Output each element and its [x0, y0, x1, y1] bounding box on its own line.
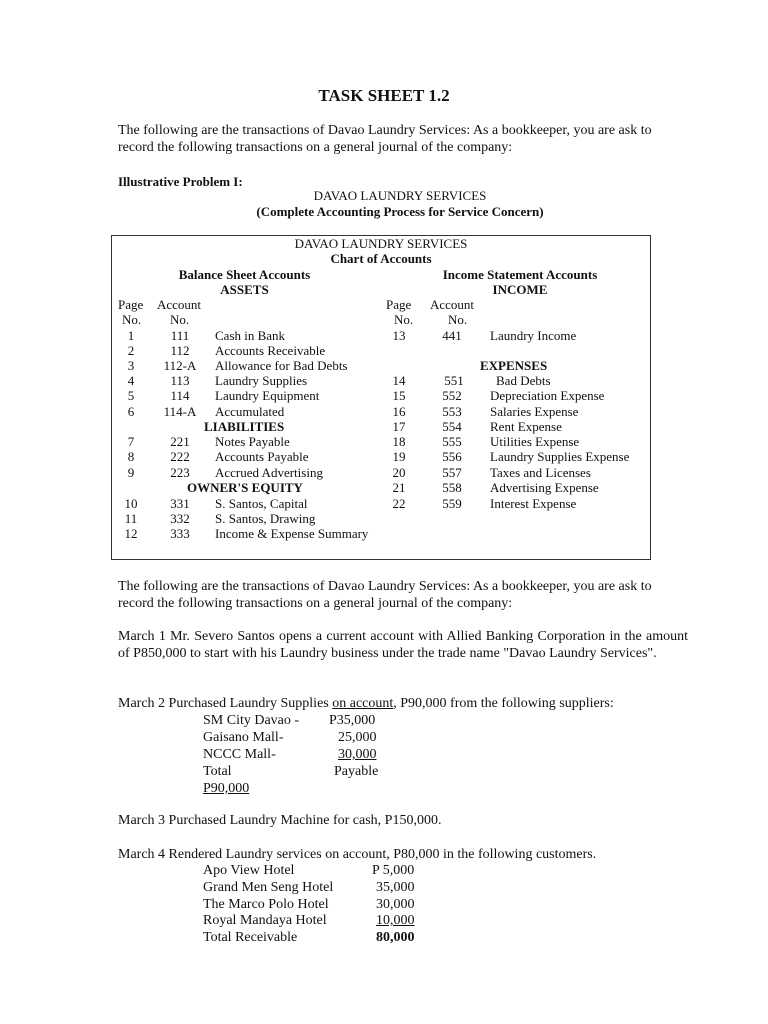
march-2-text-end: , P90,000 from the following suppliers: [393, 696, 614, 711]
chart-of-accounts [111, 235, 651, 560]
account-row [112, 511, 650, 526]
page-no: 3 [127, 358, 135, 373]
page-no: 17 [392, 419, 406, 434]
account-no: 223 [170, 465, 190, 480]
assets-heading: ASSETS [220, 282, 269, 297]
account-row [112, 328, 650, 343]
account-row [112, 373, 650, 388]
page-no: 21 [392, 480, 406, 495]
supplier-amount: 30,000 [338, 747, 377, 762]
march-2-text: March 2 Purchased Laundry Supplies [118, 696, 333, 711]
account-name: S. Santos, Drawing [215, 511, 316, 526]
account-row [112, 434, 650, 449]
account-no: 221 [170, 434, 190, 449]
account-row [112, 480, 650, 495]
account-name: Income & Expense Summary [215, 526, 369, 541]
page-no: 10 [124, 496, 138, 511]
account-name: Laundry Supplies [215, 373, 308, 388]
customer-amount: 35,000 [376, 880, 415, 895]
account-no: 551 [444, 373, 464, 388]
account-row [112, 496, 650, 511]
account-name: Salaries Expense [490, 404, 579, 419]
account-no: 333 [170, 526, 190, 541]
account-no: 222 [170, 449, 190, 464]
account-row [112, 465, 650, 480]
col-account: Account [157, 297, 202, 312]
page-no: 18 [392, 434, 406, 449]
march-1-transaction: March 1 Mr. Severo Santos opens a current account with Allied Banking Corporation in the amount of P850,000 to start with his Laundry business under the trade name "Davao Laundry Services". [118, 629, 688, 661]
account-name: Accrued Advertising [215, 465, 323, 480]
account-no: 556 [442, 449, 462, 464]
account-row [112, 526, 650, 541]
col-no-right: No. [394, 312, 414, 327]
page-title: TASK SHEET 1.2 [318, 86, 450, 105]
account-name: S. Santos, Capital [215, 496, 308, 511]
account-name: Accounts Receivable [215, 343, 326, 358]
march-2-transaction [118, 695, 614, 712]
total-receivable-amount: 80,000 [376, 930, 415, 945]
account-row [112, 404, 650, 419]
total-receivable-label: Total Receivable [203, 930, 298, 945]
page-no: 19 [392, 449, 406, 464]
intro-paragraph: The following are the transactions of Davao Laundry Services: As a bookkeeper, you are ask to record the following transactions on a general journal of the company: [118, 123, 652, 155]
chart-title: Chart of Accounts [330, 251, 432, 266]
page-no: 20 [392, 465, 406, 480]
col-account-no: No. [170, 312, 190, 327]
supplier-amount: P35,000 [329, 713, 376, 728]
account-no: 558 [442, 480, 462, 495]
col-page-right: Page [386, 297, 412, 312]
supplier-amount: 25,000 [338, 730, 377, 745]
col-no: No. [122, 312, 142, 327]
customer-amount: 30,000 [376, 897, 415, 912]
account-row [112, 358, 650, 373]
supplier-name: NCCC Mall- [203, 747, 276, 762]
account-name: Laundry Income [490, 328, 577, 343]
march-3-transaction: March 3 Purchased Laundry Machine for cash, P150,000. [118, 813, 442, 828]
account-name: Utilities Expense [490, 434, 580, 449]
liabilities-heading: LIABILITIES [204, 419, 285, 434]
expenses-heading: EXPENSES [480, 358, 548, 373]
problem-subtitle: (Complete Accounting Process for Service Concern) [256, 204, 544, 219]
account-name: Interest Expense [490, 496, 577, 511]
col-page: Page [118, 297, 144, 312]
account-name: Notes Payable [215, 434, 290, 449]
account-no: 552 [442, 388, 462, 403]
march-2-on-account: on account [332, 696, 394, 711]
page-no: 15 [392, 388, 406, 403]
col-account-no-right: No. [448, 312, 468, 327]
column-headers [112, 297, 650, 312]
account-name: Laundry Supplies Expense [490, 449, 630, 464]
account-row [112, 388, 650, 403]
page-no: 14 [392, 373, 406, 388]
march-4-transaction: March 4 Rendered Laundry services on account, P80,000 in the following customers. [118, 847, 597, 862]
illustrative-label: Illustrative Problem I: [118, 174, 243, 189]
page-no: 5 [127, 388, 135, 403]
customer-name: Grand Men Seng Hotel [203, 880, 334, 895]
account-row [112, 343, 650, 358]
page-no: 16 [392, 404, 406, 419]
account-name: Taxes and Licenses [490, 465, 591, 480]
account-no: 111 [170, 328, 190, 343]
account-no: 112-A [163, 358, 197, 373]
account-no: 332 [170, 511, 190, 526]
account-no: 553 [442, 404, 462, 419]
account-no: 114 [170, 388, 190, 403]
account-name: Accounts Payable [215, 449, 309, 464]
page-no: 9 [127, 465, 135, 480]
page-no: 6 [127, 404, 135, 419]
account-no: 441 [442, 328, 462, 343]
balance-sheet-heading: Balance Sheet Accounts [178, 267, 311, 282]
account-no: 112 [170, 343, 190, 358]
page-no: 11 [124, 511, 138, 526]
chart-company: DAVAO LAUNDRY SERVICES [294, 236, 468, 251]
total-label: Total [203, 764, 232, 779]
company-name: DAVAO LAUNDRY SERVICES [313, 188, 487, 203]
page-no: 8 [127, 449, 135, 464]
equity-heading: OWNER'S EQUITY [187, 480, 303, 495]
customer-name: Apo View Hotel [203, 863, 295, 878]
account-no: 555 [442, 434, 462, 449]
customer-amount: 10,000 [376, 913, 415, 928]
account-name: Laundry Equipment [215, 388, 320, 403]
account-name: Advertising Expense [490, 480, 599, 495]
customer-name: The Marco Polo Hotel [203, 897, 329, 912]
page-no: 2 [127, 343, 135, 358]
account-name: Depreciation Expense [490, 388, 605, 403]
total-payable-amount: P90,000 [203, 781, 250, 796]
account-name: Allowance for Bad Debts [215, 358, 348, 373]
page-no: 13 [392, 328, 406, 343]
page-no: 12 [124, 526, 138, 541]
col-account-right: Account [430, 297, 475, 312]
account-no: 557 [442, 465, 462, 480]
page-no: 4 [127, 373, 135, 388]
supplier-name: Gaisano Mall- [203, 730, 284, 745]
total-payable-label: Payable [334, 764, 379, 779]
page-no: 22 [392, 496, 406, 511]
account-name: Cash in Bank [215, 328, 286, 343]
account-no: 331 [170, 496, 190, 511]
intro-paragraph-2: The following are the transactions of Davao Laundry Services: As a bookkeeper, you are ask to record the following transactions on a general journal of the company: [118, 579, 652, 611]
income-heading: INCOME [492, 282, 548, 297]
customer-name: Royal Mandaya Hotel [203, 913, 327, 928]
column-headers-2 [112, 312, 650, 327]
supplier-name: SM City Davao - [203, 713, 300, 728]
customer-amount: P 5,000 [372, 863, 415, 878]
account-name: Accumulated [215, 404, 285, 419]
account-no: 559 [442, 496, 462, 511]
account-row [112, 419, 650, 434]
page-no: 1 [127, 328, 135, 343]
account-no: 113 [170, 373, 190, 388]
account-no: 114-A [163, 404, 197, 419]
account-name: Rent Expense [490, 419, 562, 434]
account-no: 554 [442, 419, 462, 434]
account-row [112, 449, 650, 464]
income-statement-heading: Income Statement Accounts [442, 267, 598, 282]
account-name: Bad Debts [496, 373, 551, 388]
page-no: 7 [127, 434, 135, 449]
